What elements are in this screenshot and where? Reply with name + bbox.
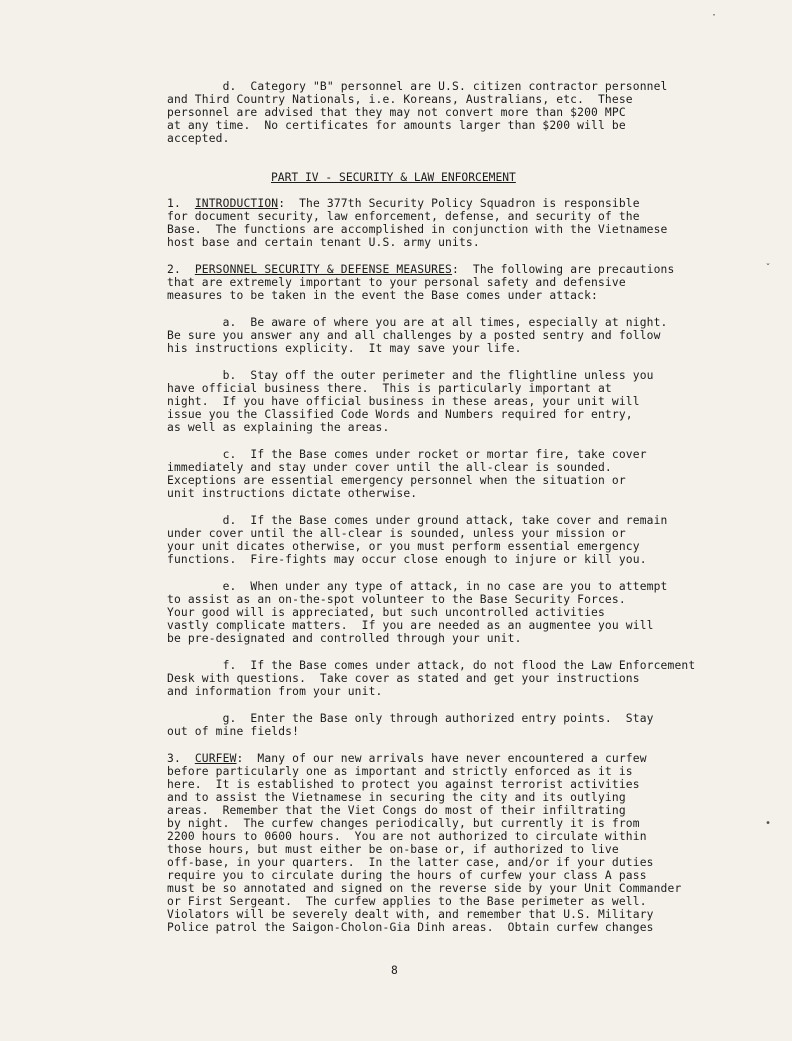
item-b-line: have official business there. This is particularly important at <box>167 382 612 395</box>
text-line: at any time. No certificates for amounts larger than $200 will be <box>167 119 626 132</box>
text-line: before particularly one as important and strictly enforced as it is <box>167 765 633 778</box>
section-number: 2. <box>167 263 195 276</box>
text-line: host base and certain tenant U.S. army units. <box>167 236 480 249</box>
text-line: that are extremely important to your personal safety and defensive <box>167 276 626 289</box>
item-c-line: c. If the Base comes under rocket or mortar fire, take cover <box>167 448 647 461</box>
item-g-line: g. Enter the Base only through authorized entry points. Stay <box>167 712 654 725</box>
section-personnel-first-line <box>167 263 674 276</box>
text-line: measures to be taken in the event the Base comes under attack: <box>167 289 598 302</box>
section-number: 3. <box>167 752 195 765</box>
item-f-line: Desk with questions. Take cover as stated and get your instructions <box>167 672 640 685</box>
item-a-line: his instructions explicity. It may save your life. <box>167 342 522 355</box>
text-line: 2200 hours to 0600 hours. You are not authorized to circulate within <box>167 830 647 843</box>
item-b-line: b. Stay off the outer perimeter and the flightline unless you <box>167 369 654 382</box>
item-e-line: e. When under any type of attack, in no case are you to attempt <box>167 580 668 593</box>
text-line: Police patrol the Saigon-Cholon-Gia Dinh areas. Obtain curfew changes <box>167 921 654 934</box>
section-intro-first-line <box>167 197 640 210</box>
item-g-line: out of mine fields! <box>167 725 300 738</box>
item-f-line: f. If the Base comes under attack, do not flood the Law Enforcement <box>167 659 696 672</box>
item-d-line: d. If the Base comes under ground attack, take cover and remain <box>167 514 668 527</box>
text-line: must be so annotated and signed on the reverse side by your Unit Commander <box>167 882 682 895</box>
item-e-line: be pre-designated and controlled through your unit. <box>167 632 522 645</box>
item-b-line: night. If you have official business in these areas, your unit will <box>167 395 640 408</box>
text-line: require you to circulate during the hours of curfew your class A pass <box>167 869 647 882</box>
text-line: Base. The functions are accomplished in conjunction with the Vietnamese <box>167 223 668 236</box>
item-d-line: your unit dicates otherwise, or you must perform essential emergency <box>167 540 640 553</box>
part-title: PART IV - SECURITY & LAW ENFORCEMENT <box>271 171 516 184</box>
scan-speck-icon: ˇ <box>765 263 772 274</box>
text-line: personnel are advised that they may not convert more than $200 MPC <box>167 106 626 119</box>
text-line: accepted. <box>167 132 230 145</box>
text-fragment: : The following are precautions <box>452 263 675 276</box>
item-b-line: issue you the Classified Code Words and Numbers required for entry, <box>167 408 633 421</box>
item-c-line: immediately and stay under cover until the all-clear is sounded. <box>167 461 612 474</box>
text-fragment: : Many of our new arrivals have never encountered a curfew <box>236 752 647 765</box>
item-b-line: as well as explaining the areas. <box>167 421 390 434</box>
text-line: for document security, law enforcement, defense, and security of the <box>167 210 640 223</box>
text-line: areas. Remember that the Viet Congs do most of their infiltrating <box>167 804 626 817</box>
item-c-line: Exceptions are essential emergency personnel when the situation or <box>167 474 626 487</box>
item-e-line: to assist as an on-the-spot volunteer to the Base Security Forces. <box>167 593 626 606</box>
section-heading: PERSONNEL SECURITY & DEFENSE MEASURES <box>194 263 453 276</box>
text-line: off-base, in your quarters. In the latter case, and/or if your duties <box>167 856 654 869</box>
section-curfew-first-line <box>167 752 647 765</box>
text-line: d. Category "B" personnel are U.S. citizen contractor personnel <box>167 80 668 93</box>
item-d-line: under cover until the all-clear is sounded, unless your mission or <box>167 527 626 540</box>
text-fragment: : The 377th Security Policy Squadron is responsible <box>278 197 640 210</box>
text-line: here. It is established to protect you against terrorist activities <box>167 778 640 791</box>
text-line: and Third Country Nationals, i.e. Koreans, Australians, etc. These <box>167 93 633 106</box>
section-number: 1. <box>167 197 195 210</box>
item-a-line: a. Be aware of where you are at all times, especially at night. <box>167 316 668 329</box>
text-line: by night. The curfew changes periodically, but currently it is from <box>167 817 640 830</box>
scan-speck-icon: · <box>711 10 718 21</box>
item-a-line: Be sure you answer any and all challenges by a posted sentry and follow <box>167 329 661 342</box>
text-line: Violators will be severely dealt with, and remember that U.S. Military <box>167 908 654 921</box>
item-f-line: and information from your unit. <box>167 685 383 698</box>
scan-speck-icon: • <box>765 818 772 829</box>
item-d-line: functions. Fire-fights may occur close enough to injure or kill you. <box>167 553 647 566</box>
section-heading: CURFEW <box>194 752 237 765</box>
item-e-line: vastly complicate matters. If you are needed as an augmentee you will <box>167 619 654 632</box>
section-heading: INTRODUCTION <box>194 197 279 210</box>
text-line: and to assist the Vietnamese in securing the city and its outlying <box>167 791 626 804</box>
text-line: those hours, but must either be on-base or, if authorized to live <box>167 843 619 856</box>
item-c-line: unit instructions dictate otherwise. <box>167 487 418 500</box>
text-line: or First Sergeant. The curfew applies to the Base perimeter as well. <box>167 895 647 908</box>
item-e-line: Your good will is appreciated, but such uncontrolled activities <box>167 606 605 619</box>
page-number: 8 <box>391 964 398 977</box>
